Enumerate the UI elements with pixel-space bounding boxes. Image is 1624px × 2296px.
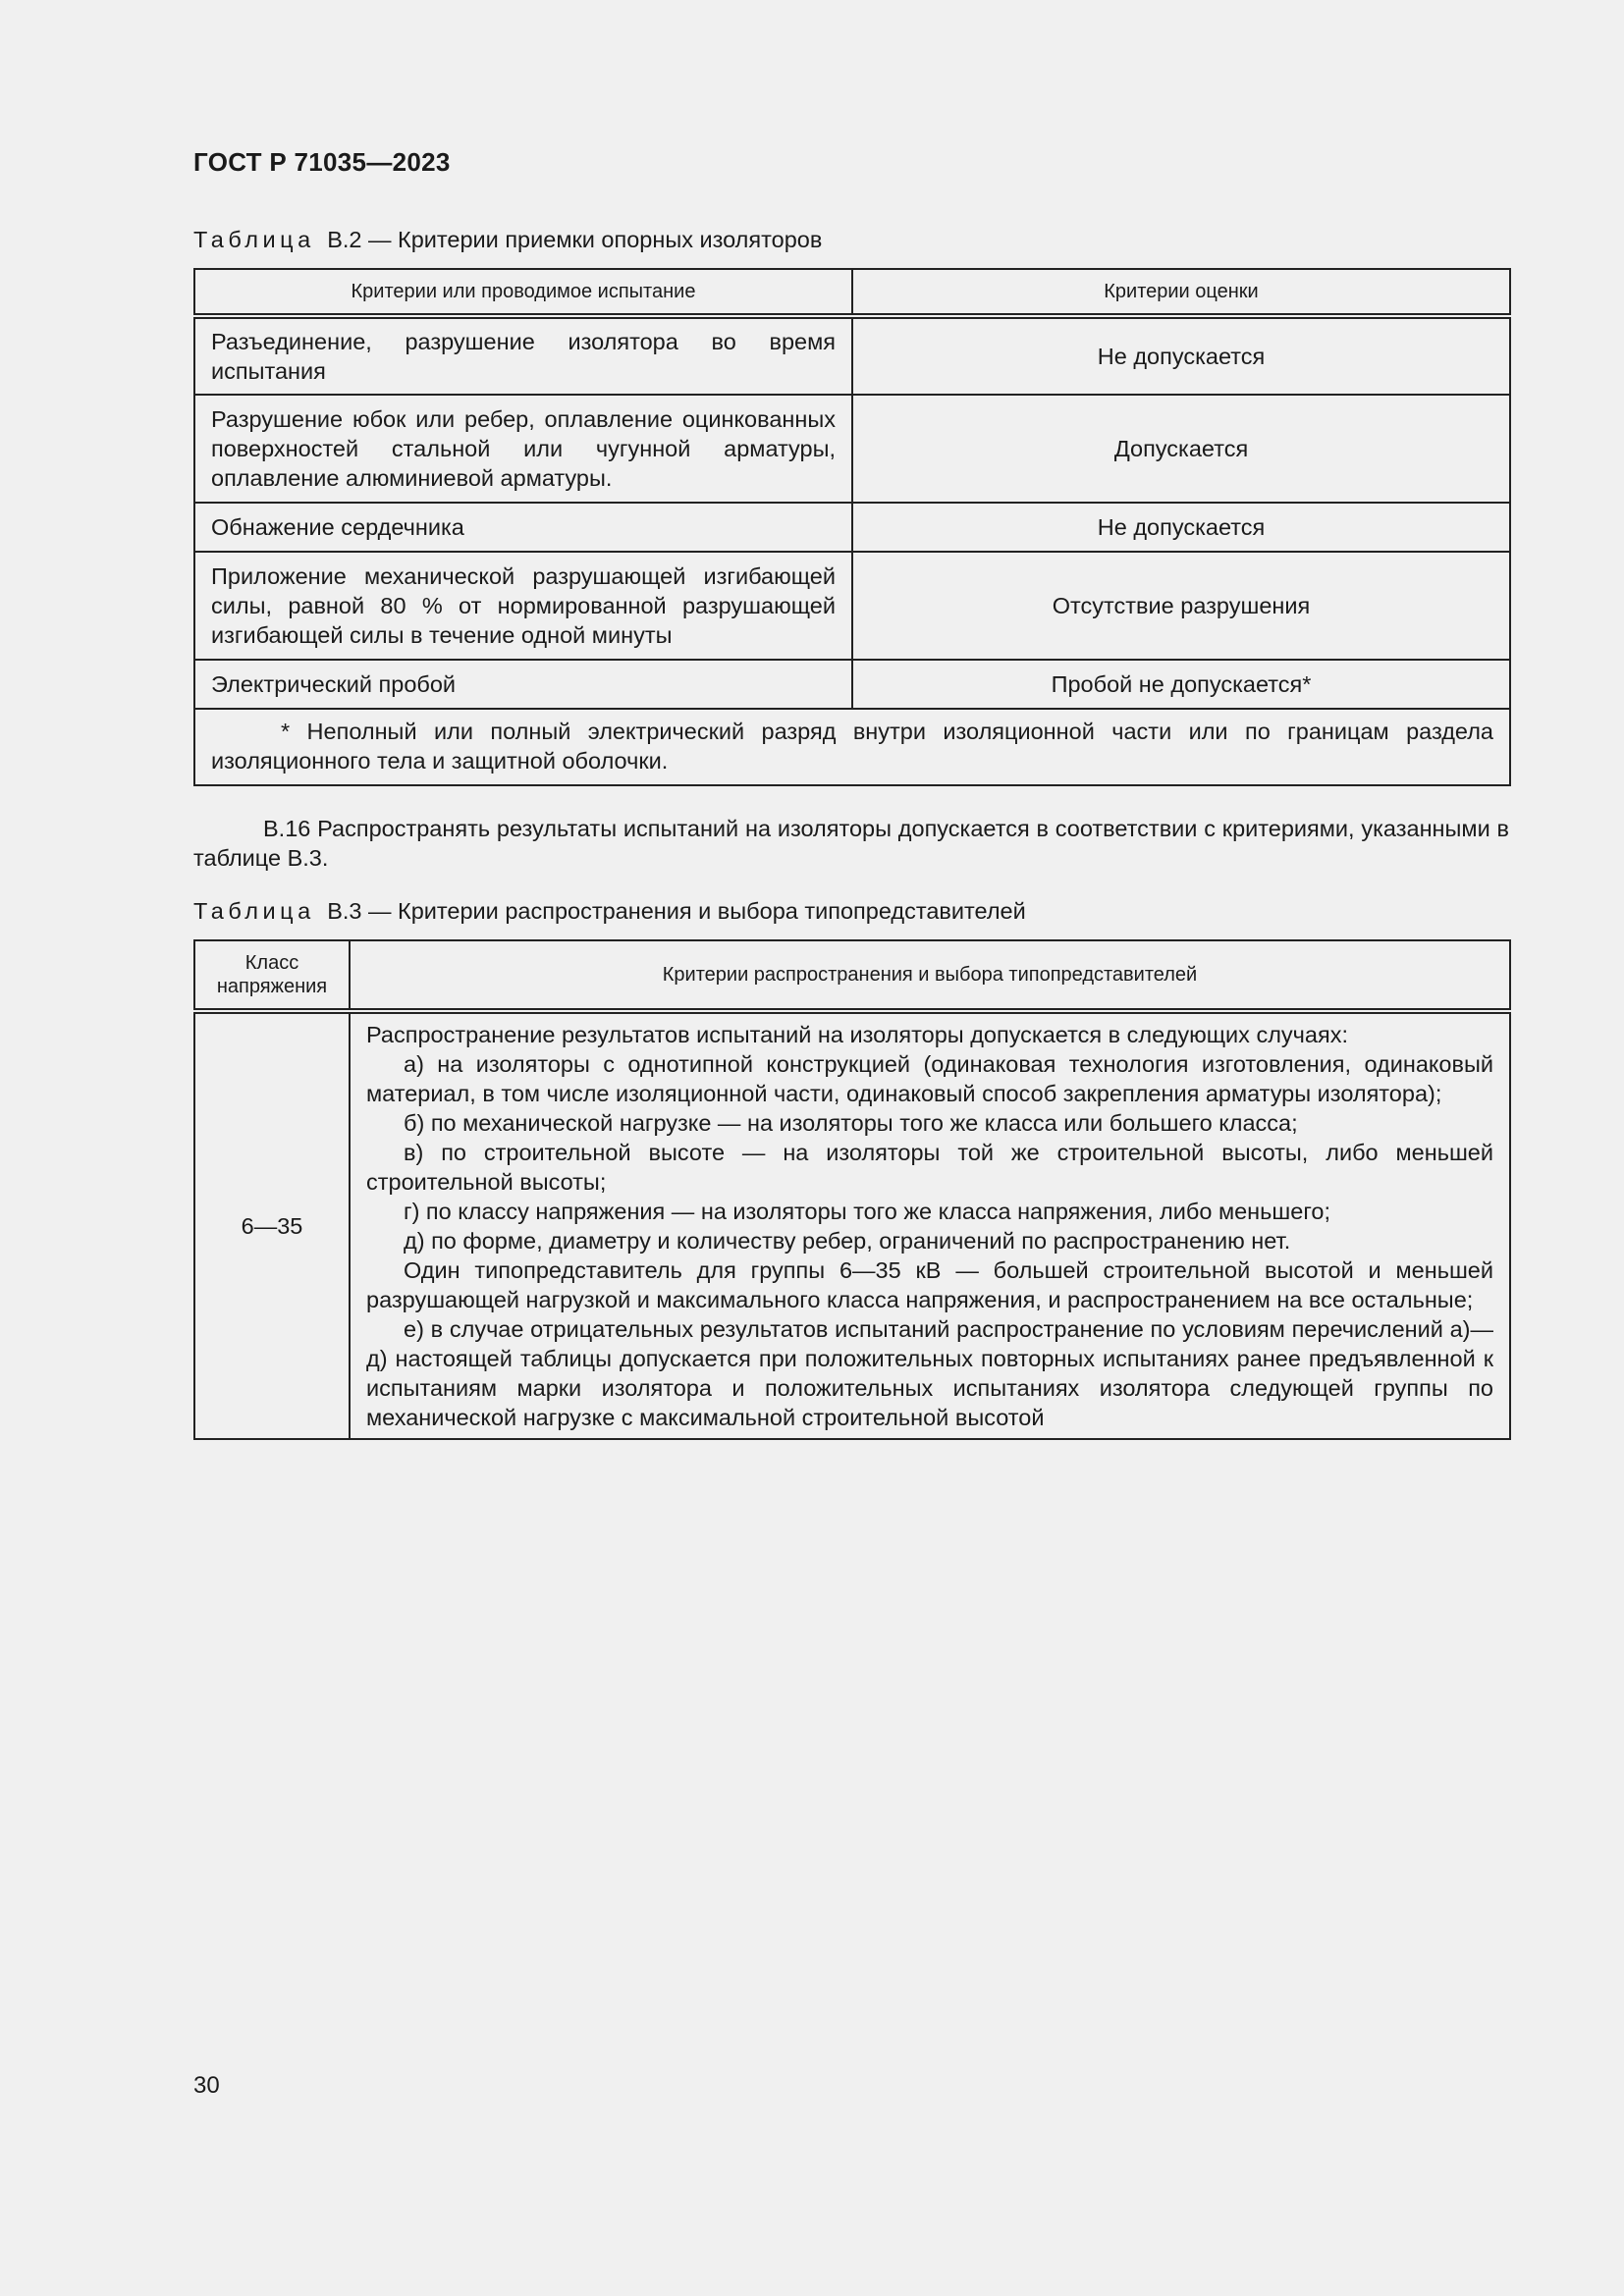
evaluation-cell: Не допускается <box>852 316 1510 395</box>
evaluation-cell: Допускается <box>852 395 1510 503</box>
criteria-item: в) по строительной высоте — на изоляторы той же строительной высоты, либо меньшей строительной высоты; <box>366 1140 1493 1195</box>
page-number: 30 <box>193 2072 220 2099</box>
criterion-cell: Разъединение, разрушение изолятора во время испытания <box>194 316 852 395</box>
table-b2-caption-text: В.2 — Критерии приемки опорных изоляторов <box>327 227 823 252</box>
table-row <box>194 503 1510 552</box>
column-header: Критерии или проводимое испытание <box>194 269 852 316</box>
criterion-cell: Электрический пробой <box>194 660 852 709</box>
table-row <box>194 552 1510 660</box>
table-footnote: * Неполный или полный электрический разряд внутри изоляционной части или по границам раздела изоляционного тела и защитной оболочки. <box>194 709 1510 785</box>
criteria-item: д) по форме, диаметру и количеству ребер, ограничений по распространению нет. <box>404 1228 1291 1254</box>
column-header: Критерии распространения и выбора типопредставителей <box>350 940 1510 1011</box>
table-row <box>194 395 1510 503</box>
evaluation-cell: Не допускается <box>852 503 1510 552</box>
table-header-row <box>194 940 1510 1011</box>
table-b2-caption-prefix: Таблица <box>193 227 315 252</box>
criteria-item: е) в случае отрицательных результатов испытаний распространение по условиям перечислений а)—д) настоящей таблицы допускается при положительных повторных испытаниях ранее предъявленной к испытаниям марки изолятора и положительных испытаниях изолятора следующей группы по механической нагрузке с максимальной строительной высотой <box>366 1316 1493 1430</box>
column-header: Класс напряжения <box>194 940 350 1011</box>
evaluation-cell: Отсутствие разрушения <box>852 552 1510 660</box>
table-b3 <box>193 939 1511 1440</box>
criteria-cell <box>350 1011 1510 1439</box>
voltage-class-cell: 6—35 <box>194 1011 350 1439</box>
criteria-item: б) по механической нагрузке — на изоляторы того же класса или большего класса; <box>404 1110 1298 1136</box>
table-b2-caption <box>193 227 822 253</box>
table-b2 <box>193 268 1511 786</box>
table-b3-caption-text: В.3 — Критерии распространения и выбора типопредставителей <box>327 898 1026 924</box>
document-header: ГОСТ Р 71035—2023 <box>193 147 451 177</box>
table-row <box>194 660 1510 709</box>
table-header-row <box>194 269 1510 316</box>
table-b3-caption-prefix: Таблица <box>193 898 315 924</box>
criterion-cell: Приложение механической разрушающей изгибающей силы, равной 80 % от нормированной разрушающей изгибающей силы в течение одной минуты <box>194 552 852 660</box>
column-header: Критерии оценки <box>852 269 1510 316</box>
criterion-cell: Разрушение юбок или ребер, оплавление оцинкованных поверхностей стальной или чугунной арматуры, оплавление алюминиевой арматуры. <box>194 395 852 503</box>
criteria-item: а) на изоляторы с однотипной конструкцией (одинаковая технология изготовления, одинаковый материал, в том числе изоляционной части, одинаковый способ закрепления арматуры изолятора); <box>366 1051 1493 1106</box>
criteria-item: г) по классу напряжения — на изоляторы того же класса напряжения, либо меньшего; <box>404 1199 1330 1224</box>
evaluation-cell: Пробой не допускается* <box>852 660 1510 709</box>
table-footnote-row <box>194 709 1510 785</box>
criteria-item: Один типопредставитель для группы 6—35 кВ — большей строительной высотой и меньшей разрушающей нагрузкой и максимального класса напряжения, и распространением на все остальные; <box>366 1257 1493 1312</box>
criteria-intro: Распространение результатов испытаний на изоляторы допускается в следующих случаях: <box>366 1022 1348 1047</box>
paragraph-b16: В.16 Распространять результаты испытаний на изоляторы допускается в соответствии с критериями, указанными в таблице В.3. <box>193 816 1509 871</box>
criterion-cell: Обнажение сердечника <box>194 503 852 552</box>
table-row <box>194 1011 1510 1439</box>
table-b3-caption <box>193 898 1026 925</box>
table-row <box>194 316 1510 395</box>
